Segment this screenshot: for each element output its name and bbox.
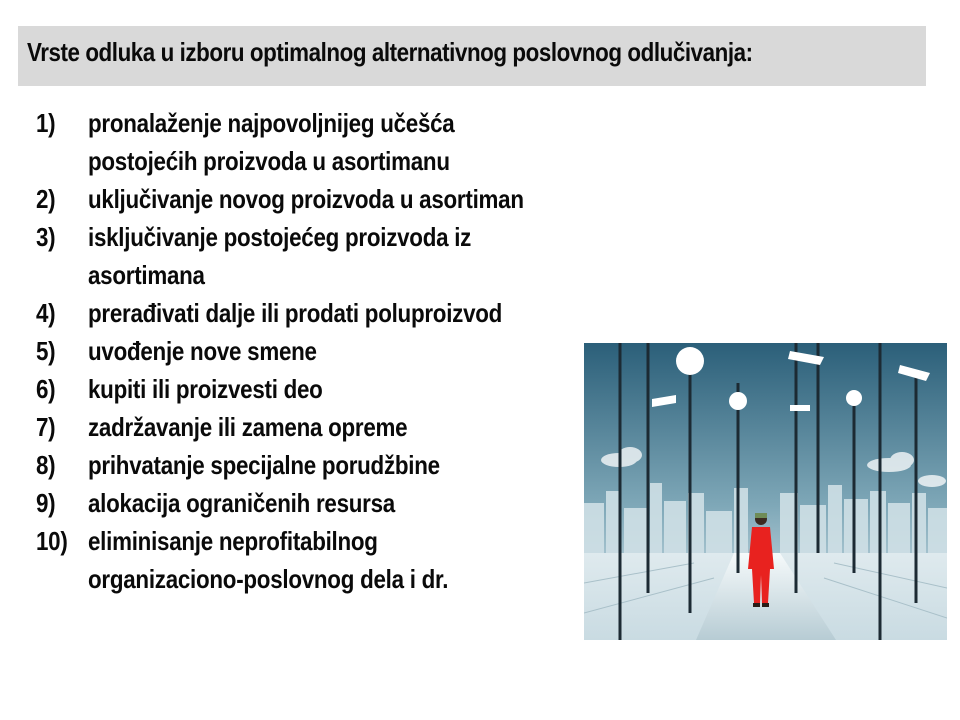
item-number: 10) [36,526,68,556]
item-number: 6) [36,374,56,404]
item-text: prerađivati dalje ili prodati poluproizvod [88,298,503,328]
list-item [36,522,596,598]
item-text: eliminisanje neprofitabilnog organizaciono-poslovnog dela i dr. [88,526,449,594]
list-item [36,446,596,484]
list-item [36,484,596,522]
item-text: zadržavanje ili zamena opreme [88,412,408,442]
item-text: uključivanje novog proizvoda u asortiman [88,184,524,214]
item-number: 8) [36,450,56,480]
item-number: 9) [36,488,56,518]
item-number: 3) [36,222,56,252]
list-item [36,180,596,218]
list-item [36,408,596,446]
list-item [36,332,596,370]
item-number: 7) [36,412,56,442]
list-item [36,294,596,332]
item-number: 2) [36,184,56,214]
item-text: pronalaženje najpovoljnijeg učešća postojećih proizvoda u asortimanu [88,108,455,176]
slide-title: Vrste odluka u izboru optimalnog alternativnog poslovnog odlučivanja: [27,37,753,67]
decision-list [36,104,596,598]
item-text: alokacija ograničenih resursa [88,488,395,518]
item-number: 4) [36,298,56,328]
list-item [36,104,596,180]
item-number: 1) [36,108,56,138]
title-bar [18,26,926,86]
item-number: 5) [36,336,56,366]
list-item [36,218,596,294]
list-item [36,370,596,408]
item-text: kupiti ili proizvesti deo [88,374,323,404]
item-text: isključivanje postojećeg proizvoda iz asortimana [88,222,472,290]
item-text: uvođenje nove smene [88,336,317,366]
item-text: prihvatanje specijalne porudžbine [88,450,440,480]
decision-illustration [584,343,947,640]
